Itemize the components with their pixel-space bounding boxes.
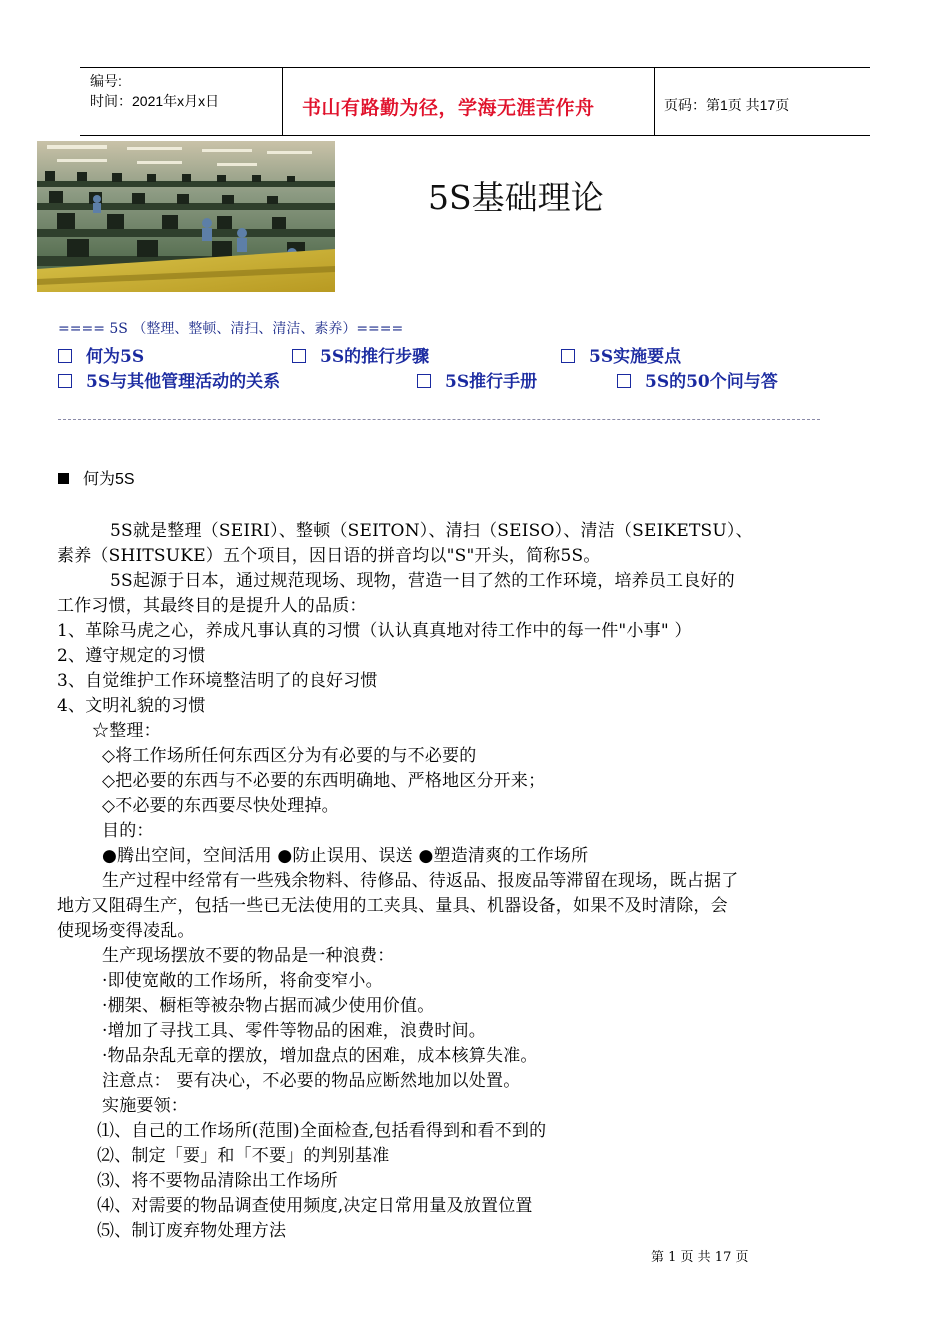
body-line: 5S就是整理（SEIRI）、整顿（SEITON）、清扫（SEISO）、清洁（SEIKETSU）、 bbox=[110, 521, 753, 541]
toc-link-relations[interactable] bbox=[58, 367, 280, 392]
toc-link-label: 5S的50个问与答 bbox=[645, 372, 778, 392]
body-line: ◇把必要的东西与不必要的东西明确地、严格地区分开来； bbox=[102, 771, 546, 791]
checkbox-icon bbox=[561, 349, 575, 363]
body-line: 生产现场摆放不要的物品是一种浪费： bbox=[102, 946, 395, 966]
body-line: 目的： bbox=[102, 821, 154, 841]
toc-link-label: 5S的推行步骤 bbox=[320, 347, 430, 367]
body-line: 注意点： 要有决心，不必要的物品应断然地加以处置。 bbox=[102, 1071, 521, 1091]
body-line: ·增加了寻找工具、零件等物品的困难，浪费时间。 bbox=[102, 1021, 487, 1041]
header-top-border bbox=[80, 67, 870, 68]
body-line: 2、遵守规定的习惯 bbox=[57, 646, 206, 666]
date-label: 时间：2021年x月x日 bbox=[90, 93, 220, 109]
motto-text: 书山有路勤为径，学海无涯苦作舟 bbox=[302, 98, 595, 119]
body-line: 地方又阻碍生产，包括一些已无法使用的工夹具、量具、机器设备，如果不及时清除，会 bbox=[57, 896, 728, 916]
body-line: ⑴、自己的工作场所(范围)全面检查,包括看得到和看不到的 bbox=[97, 1121, 547, 1141]
square-bullet-icon bbox=[58, 473, 69, 484]
body-line: 1、革除马虎之心，养成凡事认真的习惯（认认真真地对待工作中的每一件"小事" ） bbox=[57, 621, 692, 641]
page-info: 页码：第1页 共17页 bbox=[664, 97, 790, 113]
body-line: ⑵、制定「要」和「不要」的判别基准 bbox=[97, 1146, 390, 1166]
toc-link-promotion-steps[interactable] bbox=[292, 342, 429, 367]
toc-heading: ==== 5S （整理、整顿、清扫、清洁、素养）==== bbox=[58, 321, 404, 337]
page-footer: 第 1 页 共 17 页 bbox=[651, 1250, 749, 1265]
section-heading-text: 何为5S bbox=[83, 471, 135, 488]
toc-link-label: 5S与其他管理活动的关系 bbox=[86, 372, 281, 392]
body-line: ●腾出空间，空间活用 ●防止误用、误送 ●塑造清爽的工作场所 bbox=[102, 846, 589, 866]
header-table bbox=[80, 67, 870, 136]
body-line: 生产过程中经常有一些残余物料、待修品、待返品、报废品等滞留在现场，既占据了 bbox=[102, 871, 739, 891]
body-line: 3、自觉维护工作环境整洁明了的良好习惯 bbox=[57, 671, 378, 691]
body-line: 工作习惯，其最终目的是提升人的品质： bbox=[57, 596, 367, 616]
code-label: 编号: bbox=[90, 73, 122, 89]
body-line: ·物品杂乱无章的摆放，增加盘点的困难，成本核算失准。 bbox=[102, 1046, 538, 1066]
toc-link-label: 何为5S bbox=[86, 347, 145, 367]
body-line: 素养（SHITSUKE）五个项目，因日语的拼音均以"S"开头，简称5S。 bbox=[57, 546, 601, 566]
toc-link-key-points[interactable] bbox=[561, 342, 681, 367]
body-line: ◇不必要的东西要尽快处理掉。 bbox=[102, 796, 339, 816]
checkbox-icon bbox=[417, 374, 431, 388]
body-line: ·即使宽敞的工作场所，将俞变窄小。 bbox=[102, 971, 383, 991]
body-line: ⑶、将不要物品清除出工作场所 bbox=[97, 1171, 338, 1191]
checkbox-icon bbox=[58, 374, 72, 388]
toc-link-faq[interactable] bbox=[617, 367, 778, 392]
toc-link-label: 5S推行手册 bbox=[445, 372, 538, 392]
checkbox-icon bbox=[292, 349, 306, 363]
body-line: ·棚架、橱柜等被杂物占据而减少使用价值。 bbox=[102, 996, 435, 1016]
toc-link-what-is-5s[interactable] bbox=[58, 342, 144, 367]
header-bottom-border bbox=[80, 135, 870, 136]
page-title: 5S基础理论 bbox=[428, 178, 604, 217]
body-line: ⑸、制订废弃物处理方法 bbox=[97, 1221, 287, 1241]
body-line: 使现场变得凌乱。 bbox=[57, 921, 195, 941]
body-line: ◇将工作场所任何东西区分为有必要的与不必要的 bbox=[102, 746, 477, 766]
toc-link-label: 5S实施要点 bbox=[589, 347, 682, 367]
section-heading bbox=[58, 466, 135, 489]
body-line: 5S起源于日本，通过规范现场、现物，营造一目了然的工作环境，培养员工良好的 bbox=[110, 571, 735, 591]
dashed-divider bbox=[58, 419, 820, 420]
header-divider bbox=[282, 67, 283, 136]
checkbox-icon bbox=[58, 349, 72, 363]
body-line: ⑷、对需要的物品调查使用频度,决定日常用量及放置位置 bbox=[97, 1196, 533, 1216]
body-line: 实施要领： bbox=[102, 1096, 188, 1116]
checkbox-icon bbox=[617, 374, 631, 388]
body-line: ☆整理： bbox=[92, 721, 161, 741]
toc-link-manual[interactable] bbox=[417, 367, 537, 392]
header-divider bbox=[654, 67, 655, 136]
body-line: 4、文明礼貌的习惯 bbox=[57, 696, 206, 716]
factory-production-line-photo bbox=[37, 141, 335, 292]
